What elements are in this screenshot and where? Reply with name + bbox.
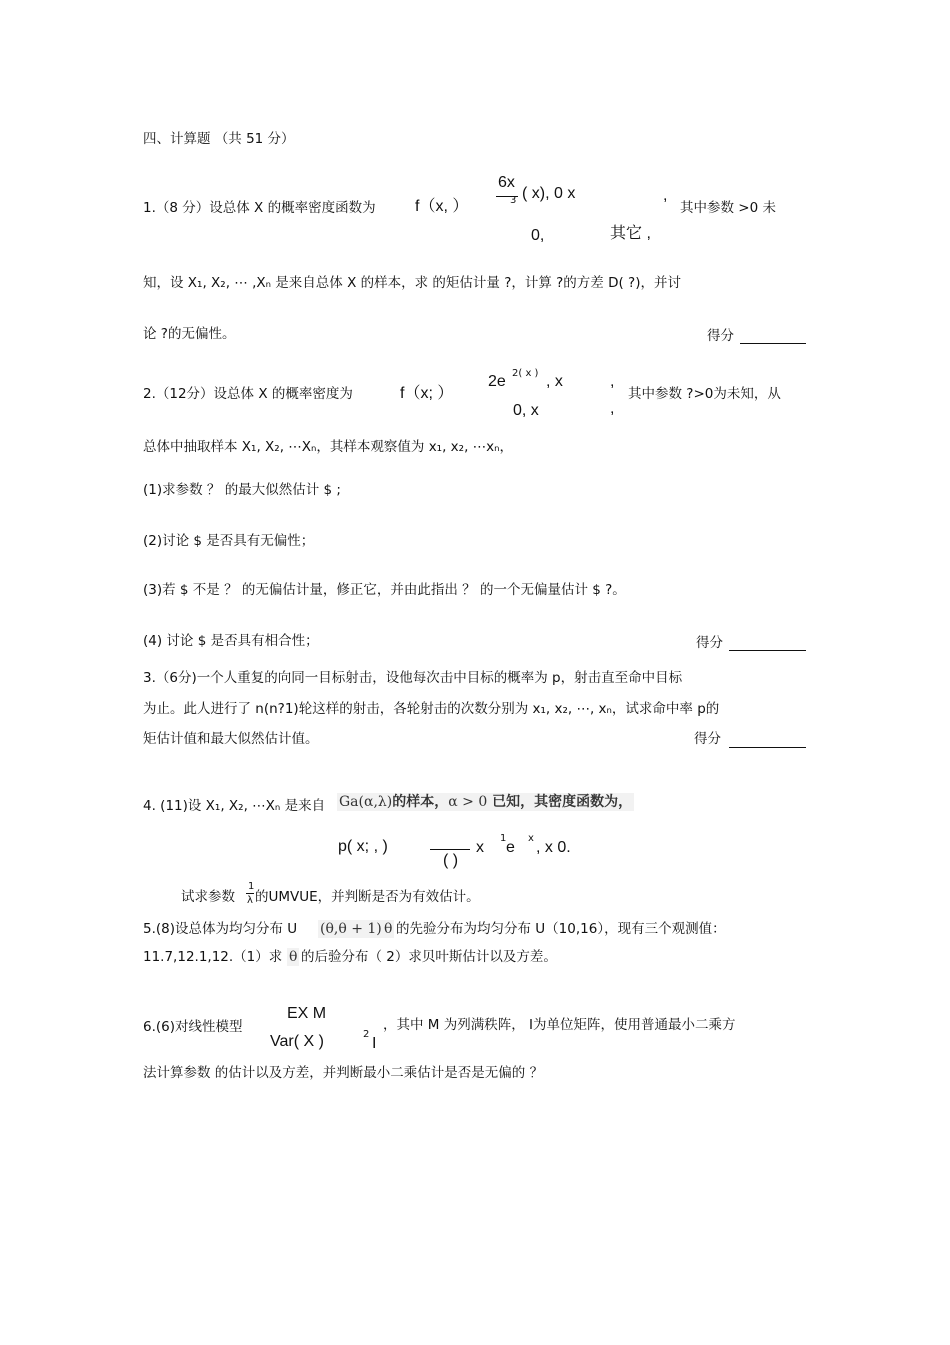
q4-embedded-formula-image bbox=[337, 793, 634, 811]
q5-lead: 5.(8)设总体为均匀分布 U bbox=[143, 921, 298, 937]
q2-piece-row-1-exponent: 2( x ) bbox=[512, 368, 539, 379]
q4-lead: 4. (11)设 X₁, X₂, ⋯Xₙ 是来自 bbox=[143, 798, 326, 814]
q4-formula-exponent-2: x bbox=[528, 833, 534, 844]
q4-formula-left: p( x; , ) bbox=[338, 838, 388, 855]
q1-score-label: 得分 bbox=[707, 328, 734, 344]
q1-piece-row-2-label: 其它 , bbox=[610, 225, 651, 242]
q4-line-2-fraction-bar bbox=[246, 893, 254, 894]
q6-model-row-2-exponent: 2 bbox=[363, 1029, 370, 1040]
q4-line-2-fraction-numerator: 1 bbox=[248, 881, 255, 892]
q4-line-2-lead: 试求参数 bbox=[181, 889, 235, 905]
q4-formula-exponent-1: 1 bbox=[500, 833, 507, 844]
q2-part-4: (4) 讨论 $ 是否具有相合性； bbox=[143, 633, 319, 649]
q1-score-blank[interactable] bbox=[740, 343, 806, 344]
q5-line-2-tail: 的后验分布（ 2）求贝叶斯估计以及方差。 bbox=[301, 949, 557, 965]
q4-formula-e: e bbox=[506, 839, 515, 856]
q4-line-2-fraction-denominator: λ bbox=[247, 895, 253, 906]
q2-piece-row-2-comma: , bbox=[610, 400, 615, 417]
q6-line-2: 法计算参数 的估计以及方差，并判断最小二乘估计是否是无偏的 ？ bbox=[143, 1065, 544, 1081]
q4-alpha-condition: α > 0 bbox=[448, 794, 488, 810]
q6-tail: ，其中 M 为列满秩阵， I为单位矩阵，使用普通最小二乘方 bbox=[383, 1017, 736, 1033]
q3-line-3: 矩估计值和最大似然估计值。 bbox=[143, 731, 319, 747]
q4-distribution: Ga(α,λ) bbox=[339, 794, 393, 810]
q4-sample-text: 的样本， bbox=[392, 794, 449, 810]
q6-model-row-2: Var( X ) bbox=[270, 1033, 324, 1050]
q2-part-2: (2)讨论 $ 是否具有无偏性； bbox=[143, 533, 315, 549]
q4-formula-x: x bbox=[476, 839, 484, 856]
q4-formula-denominator: ( ) bbox=[443, 852, 459, 869]
q1-lead: 1.（8 分）设总体 X 的概率密度函数为 bbox=[143, 200, 376, 216]
q2-piece-row-1-comma: , bbox=[610, 373, 615, 390]
q1-piece-row-1: ( x), 0 x bbox=[522, 185, 576, 202]
q1-fraction-denominator: 3 bbox=[510, 195, 517, 206]
q1-fraction-numerator: 6x bbox=[498, 174, 515, 191]
q6-lead: 6.(6)对线性模型 bbox=[143, 1019, 243, 1035]
q2-piece-row-2: 0, x bbox=[513, 402, 539, 419]
q1-piece-row-2-value: 0, bbox=[531, 227, 545, 244]
q1-line-2: 知，设 X₁, X₂, ⋯ ,Xₙ 是来自总体 X 的样本，求 的矩估计量 ?，计算 ?的方差 D( ?)，并讨 bbox=[143, 275, 681, 291]
q4-formula-fraction-bar bbox=[430, 849, 470, 850]
q3-score-blank[interactable] bbox=[729, 747, 806, 748]
q5-uniform-interval-image: (θ,θ + 1) bbox=[320, 921, 382, 937]
q1-piece-row-1-comma: , bbox=[663, 187, 668, 204]
q6-model-row-1: EX M bbox=[287, 1005, 327, 1022]
q3-line-1: 3.（6分)一个人重复的向同一目标射击，设他每次击中目标的概率为 p，射击直至命中目标 bbox=[143, 670, 683, 686]
q2-score-label: 得分 bbox=[696, 635, 723, 651]
q2-piece-row-1-condition: , x bbox=[546, 373, 563, 390]
q1-function-label: f（x, ） bbox=[415, 198, 469, 215]
q4-line-2-tail: 的UMVUE，并判断是否为有效估计。 bbox=[255, 889, 480, 905]
q5-theta-image-2: θ bbox=[289, 949, 298, 965]
q2-part-3: (3)若 $ 不是 ？ 的无偏估计量，修正它，并由此指出 ？ 的一个无偏量估计 $ ?。 bbox=[143, 582, 626, 598]
q5-middle: 的先验分布为均匀分布 U（10,16），现有三个观测值： bbox=[396, 921, 726, 937]
q1-tail: 其中参数 >0 未 bbox=[680, 200, 776, 216]
q2-part-1: (1)求参数 ？ 的最大似然估计 $ ; bbox=[143, 482, 341, 498]
q3-line-2: 为止。此人进行了 n(n?1)轮这样的射击，各轮射击的次数分别为 x₁, x₂, ⋯, xₙ，试求命中率 p的 bbox=[143, 701, 720, 717]
q2-line-2: 总体中抽取样本 X₁, X₂, ⋯Xₙ，其样本观察值为 x₁, x₂, ⋯xₙ， bbox=[143, 439, 514, 455]
q5-line-2-lead: 11.7,12.1,12.（1）求 bbox=[143, 949, 283, 965]
q2-tail: 其中参数 ?>0为未知，从 bbox=[628, 386, 781, 402]
q2-score-blank[interactable] bbox=[729, 650, 806, 651]
q4-formula-condition: , x 0. bbox=[536, 839, 571, 856]
q2-lead: 2.（12分）设总体 X 的概率密度为 bbox=[143, 386, 353, 402]
section-heading: 四、计算题 （共 51 分） bbox=[143, 131, 295, 147]
q6-model-row-2-identity: I bbox=[372, 1035, 377, 1052]
q3-score-label: 得分 bbox=[694, 731, 721, 747]
q5-theta-image: θ bbox=[384, 921, 393, 937]
q1-line-3: 论 ?的无偏性。 bbox=[143, 326, 236, 342]
q2-function-label: f（x; ） bbox=[400, 385, 454, 402]
q2-piece-row-1: 2e bbox=[488, 373, 506, 390]
q4-density-text: 已知，其密度函数为， bbox=[487, 794, 633, 810]
